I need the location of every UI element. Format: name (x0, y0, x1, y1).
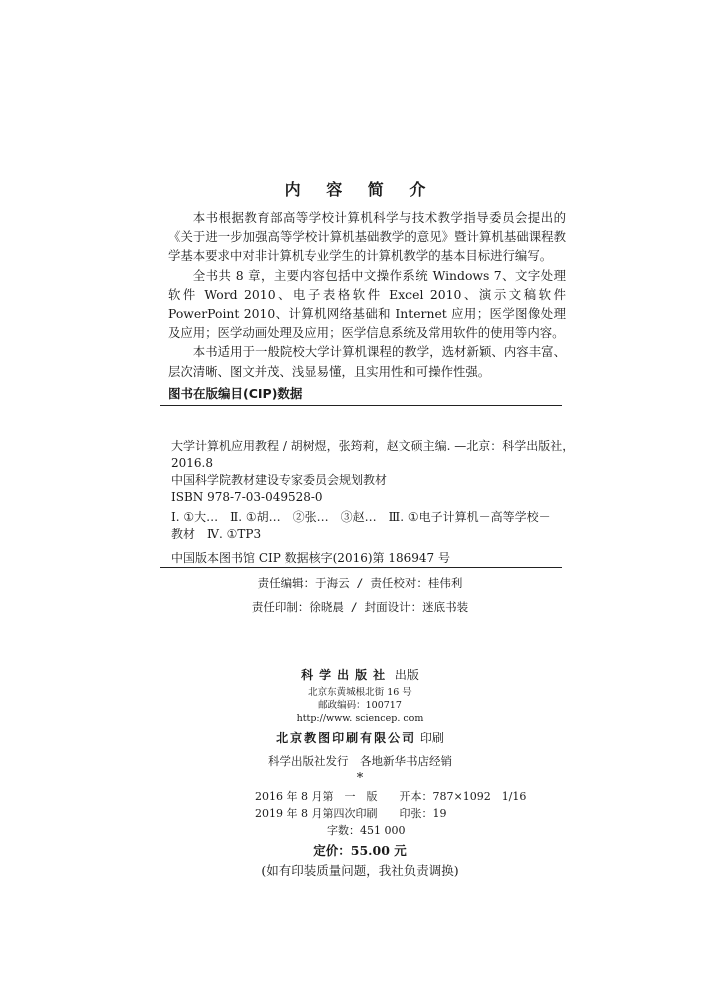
page-title: 内 容 简 介 (284, 180, 436, 199)
publisher-line (0, 666, 720, 683)
edition-row-3: 字数：451 000 (327, 824, 406, 837)
editor-credits (0, 571, 720, 619)
cip-date-line: 2016.8 (171, 456, 213, 470)
editor-line-2: 责任印制：徐晓晨 / 封面设计：迷底书装 (251, 600, 469, 614)
cip-class-line-2: 教材 Ⅳ. ①TP3 (171, 527, 262, 541)
printer-suffix: 印刷 (416, 731, 444, 745)
separator-star: * (356, 771, 364, 786)
cip-class-line-1: Ⅰ. ①大… Ⅱ. ①胡… ②张… ③赵… Ⅲ. ①电子计算机－高等学校－ (171, 510, 551, 524)
edition-info (255, 788, 526, 839)
summary-paragraph-2: 全书共 8 章，主要内容包括中文操作系统 Windows 7、文字处理软件 Word 2010、电子表格软件 Excel 2010、演示文稿软件 PowerPoint 2010、计算机网络基础和 Internet 应用；医学图像处理及应用；医学动画处理及应用；医学信息系统及常用软件的使用等内容。 (168, 267, 566, 341)
publisher-name: 科学出版社 (301, 668, 392, 682)
cip-bottom-rule (160, 567, 562, 568)
cip-title-line: 大学计算机应用教程 / 胡树煜，张筠莉，赵文硕主编. —北京：科学出版社， (171, 439, 575, 453)
cip-top-rule (160, 405, 562, 406)
cip-isbn-line: ISBN 978-7-03-049528-0 (171, 490, 323, 504)
publisher-suffix: 出版 (391, 668, 419, 682)
distribution-line: 科学出版社发行 各地新华书店经销 (268, 754, 452, 768)
cip-verification: 中国版本图书馆 CIP 数据核字(2016)第 186947 号 (171, 551, 450, 565)
edition-row-2: 2019 年 8 月第四次印刷 印张：19 (255, 807, 447, 820)
edition-row-1: 2016 年 8 月第 一 版 开本：787×1092 1/16 (255, 790, 527, 803)
editor-line-1: 责任编辑：于海云 / 责任校对：桂伟利 (257, 576, 463, 590)
publisher-address: 北京东黄城根北街 16 号 (308, 687, 412, 698)
cip-heading: 图书在版编目(CIP)数据 (168, 386, 303, 401)
printer-line (0, 729, 720, 746)
price: 定价：55.00 元 (313, 843, 407, 858)
cip-series-line: 中国科学院教材建设专家委员会规划教材 (171, 473, 388, 487)
cip-classification (171, 509, 567, 543)
publisher-url: http://www. sciencep. com (296, 713, 424, 724)
publisher-postcode: 邮政编码：100717 (318, 700, 402, 711)
summary-text (168, 208, 566, 381)
cip-record (171, 438, 575, 506)
summary-paragraph-1: 本书根据教育部高等学校计算机科学与技术教学指导委员会提出的《关于进一步加强高等学校计算机基础教学的意见》暨计算机基础课程教学基本要求中对非计算机专业学生的计算机教学的基本目标进行编写。 (168, 210, 566, 264)
summary-paragraph-3: 本书适用于一般院校大学计算机课程的教学，选材新颖、内容丰富、层次清晰、图文并茂、浅显易懂，且实用性和可操作性强。 (168, 344, 566, 379)
printer-name: 北京教图印刷有限公司 (276, 731, 417, 745)
publisher-address-block (0, 686, 720, 725)
quality-notice: (如有印装质量问题，我社负责调换) (261, 863, 459, 878)
